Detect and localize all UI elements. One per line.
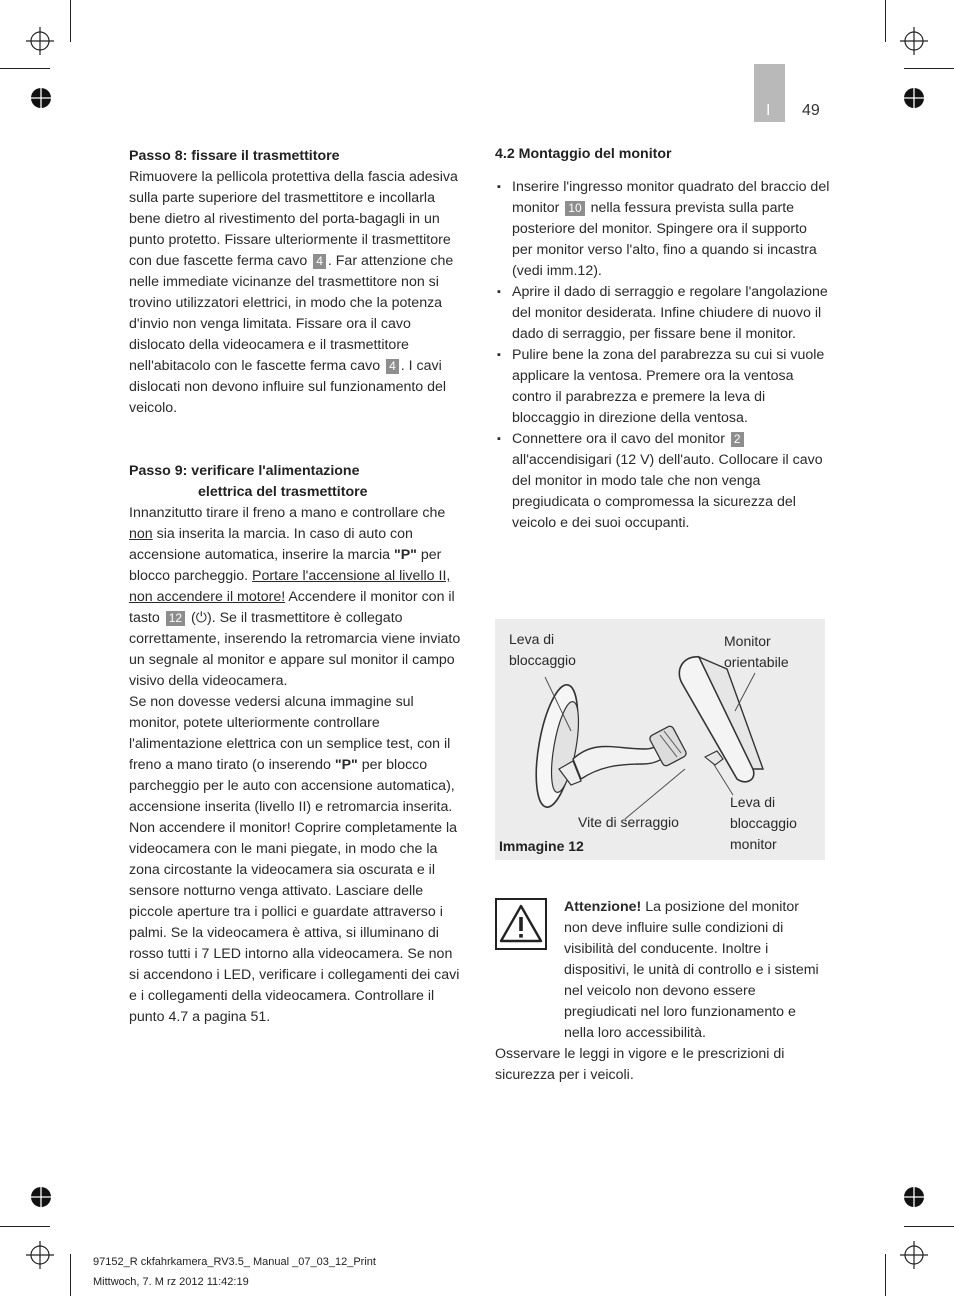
label-leva-bloccaggio: Leva di bloccaggio: [509, 631, 576, 668]
figure-caption: Immagine 12: [499, 838, 584, 854]
registration-crosshair-icon: [900, 27, 928, 55]
label-monitor-orientabile: Monitor orientabile: [724, 633, 789, 670]
step9-heading: Passo 9: verificare l'alimentazione: [129, 463, 360, 479]
reference-number: 10: [565, 201, 584, 216]
warning-text: Attenzione! La posizione del monitor non deve influire sulle condizioni di visibilità del conducente. Inoltre i dispositivi, le unità di controllo e i sistemi nel veicolo non devono essere pregiudicati nel loro funzionamento e nella loro accessibilità.: [564, 899, 819, 1041]
print-footer-line1: 97152_R ckfahrkamera_RV3.5_ Manual _07_03_12_Print: [93, 1256, 376, 1268]
warning-title: Attenzione!: [564, 899, 642, 915]
instruction-list: [495, 177, 830, 534]
label-vite-serraggio: Vite di serraggio: [578, 814, 679, 830]
monitor-mount-figure: [495, 619, 825, 860]
registration-crosshair-icon: [900, 1241, 928, 1269]
registration-dot-icon: [30, 1186, 52, 1208]
trim-mark: [904, 68, 954, 69]
list-item: ▪ Connettere ora il cavo del monitor 2 all'accendisigari (12 V) dell'auto. Collocare il cavo del monitor in modo tale che non venga pregiudicata o compromessa la sicurezza del veicolo e dei suoi occupanti.: [495, 429, 830, 534]
step9-paragraph-2: Se non dovesse vedersi alcuna immagine sul monitor, potete ulteriormente controllare l'alimentazione elettrica con un semplice test, con il freno a mano tirato (o inserendo "P" per blocco parcheggio per le auto con accensione automatica), accensione inserita (livello II) e retromarcia inserita. Non accendere il monitor! Coprire completamente la videocamera con le mani piegate, in modo che la zona circostante la videocamera sia oscurata e il sensore notturno venga attivato. Lasciare delle piccole aperture tra i pollici e guardate attraverso i palmi. Se la videocamera è attiva, si illuminano di rosso tutti i 7 LED intorno alla videocamera. Se non si accendono i LED, verificare i collegamenti dei cavi e i collegamenti della videocamera. Controllare il punto 4.7 a pagina 51.: [129, 694, 460, 1025]
label-leva-bloccaggio-monitor: Leva di bloccaggio monitor: [730, 794, 797, 852]
list-item: ▪ Aprire il dado di serraggio e regolare l'angolazione del monitor desiderata. Infine chiudere di nuovo il dado di serraggio, per fissare bene il monitor.: [495, 282, 830, 345]
left-column: [129, 146, 461, 1028]
section-heading: 4.2 Montaggio del monitor: [495, 146, 672, 162]
step9-heading-cont: elettrica del trasmettitore: [198, 484, 368, 500]
step8-paragraph: Rimuovere la pellicola protettiva della fascia adesiva sulla parte superiore del trasmettitore e incollarla bene dietro al rivestimento del porta-bagagli in un punto protetto. Fissare ulteriormente il trasmettitore con due fascette ferma cavo 4 . Far attenzione che nelle immediate vicinanze del trasmettitore non si trovino utilizzatori elettrici, in modo che la potenza d'invio non venga limitata. Fissare ora il cavo dislocato della videocamera e il trasmettitore nell'abitacolo con le fascette ferma cavo 4 . I cavi dislocati non devono influire sul funzionamento del veicolo.: [129, 169, 458, 416]
reference-number: 2: [731, 432, 744, 447]
reference-number: 4: [386, 359, 399, 374]
list-item: ▪ Pulire bene la zona del parabrezza su cui si vuole applicare la ventosa. Premere ora la ventosa contro il parabrezza e premere la leva di bloccaggio in direzione della ventosa.: [495, 345, 830, 429]
registration-dot-icon: [903, 1186, 925, 1208]
trim-mark: [70, 0, 71, 42]
registration-dot-icon: [903, 87, 925, 109]
registration-crosshair-icon: [26, 1241, 54, 1269]
trim-mark: [904, 1226, 954, 1227]
trim-mark: [885, 0, 886, 42]
warning-block: [495, 897, 825, 1086]
reference-number: 4: [313, 254, 326, 269]
warning-text-2: Osservare le leggi in vigore e le prescrizioni di sicurezza per i veicoli.: [495, 1046, 785, 1083]
print-footer-line2: Mittwoch, 7. M rz 2012 11:42:19: [93, 1276, 249, 1288]
registration-crosshair-icon: [26, 27, 54, 55]
step8-heading: Passo 8: fissare il trasmettitore: [129, 148, 340, 164]
language-tab-letter: I: [766, 102, 771, 119]
right-column: [495, 144, 830, 534]
reference-number: 12: [166, 611, 185, 626]
step9-paragraph: Innanzitutto tirare il freno a mano e controllare che non sia inserita la marcia. In caso di auto con accensione automatica, inserire la marcia "P" per blocco parcheggio. Portare l'accensione al livello II, non accendere il motore! Accendere il monitor con il tasto 12 (⏻). Se il trasmettitore è collegato correttamente, inserendo la retromarcia viene inviato un segnale al monitor e appare sul monitor il campo visivo della videocamera.: [129, 505, 461, 689]
trim-mark: [885, 1254, 886, 1296]
trim-mark: [0, 1226, 50, 1227]
registration-dot-icon: [30, 87, 52, 109]
list-item: ▪ Inserire l'ingresso monitor quadrato del braccio del monitor 10 nella fessura prevista sulla parte posteriore del monitor. Spingere ora il supporto per monitor verso l'alto, fino a quando si incastra (vedi imm.12).: [495, 177, 830, 282]
trim-mark: [70, 1254, 71, 1296]
page-number: 49: [802, 102, 820, 119]
trim-mark: [0, 68, 50, 69]
